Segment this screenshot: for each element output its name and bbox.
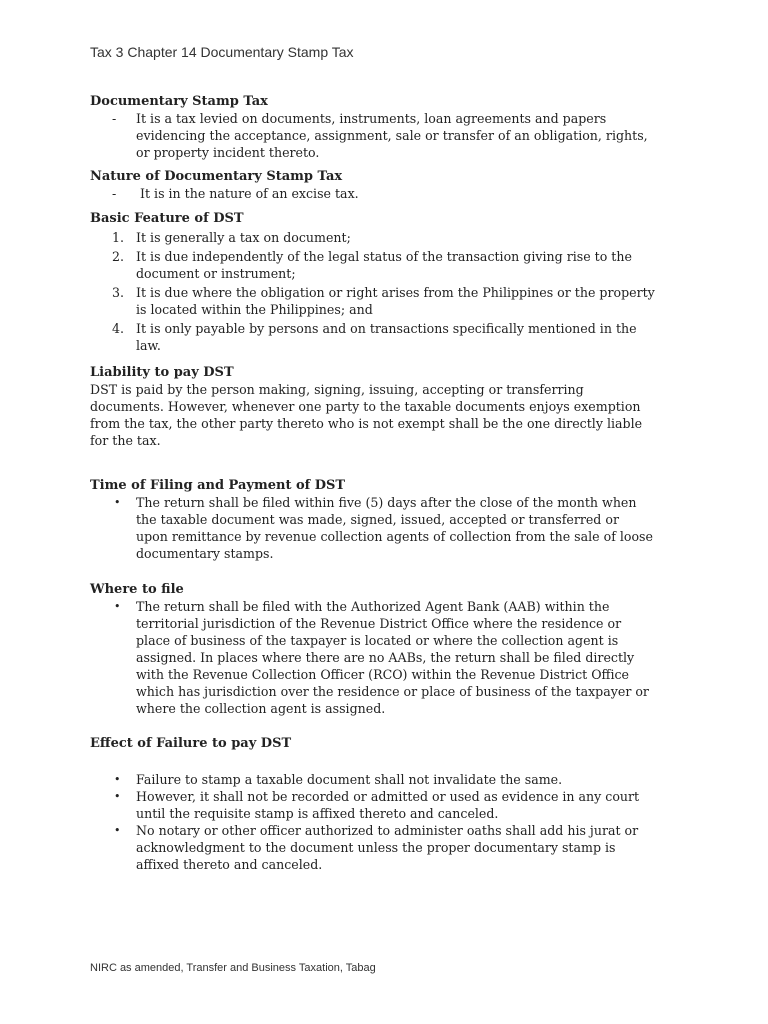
section-time-of-filing: [90, 477, 678, 562]
section-heading: Documentary Stamp Tax: [90, 94, 268, 109]
text-line: or property incident thereto.: [136, 145, 320, 160]
text-line: assigned. In places where there are no AABs, the return shall be filed directly: [136, 650, 635, 665]
text-line: is located within the Philippines; and: [136, 302, 373, 317]
list-item: [90, 185, 678, 202]
text-line: No notary or other officer authorized to administer oaths shall add his jurat or: [136, 823, 639, 838]
text-line: territorial jurisdiction of the Revenue District Office where the residence or: [136, 616, 622, 631]
text-line: place of business of the taxpayer is located or where the collection agent is: [136, 633, 619, 648]
text-line: Failure to stamp a taxable document shall not invalidate the same.: [136, 772, 563, 787]
section-heading: Liability to pay DST: [90, 365, 234, 380]
running-header: Tax 3 Chapter 14 Documentary Stamp Tax: [90, 44, 354, 60]
text-line: It is a tax levied on documents, instruments, loan agreements and papers: [136, 111, 607, 126]
text-line: for the tax.: [90, 433, 161, 448]
text-line: The return shall be filed with the Authorized Agent Bank (AAB) within the: [136, 599, 610, 614]
text-line: It is only payable by persons and on transactions specifically mentioned in the: [136, 321, 637, 336]
bullet-item: [90, 598, 678, 717]
bullet-marker: •: [114, 790, 121, 803]
section-basic-feature: [90, 210, 678, 354]
text-line: law.: [136, 338, 161, 353]
numbered-item-4: [90, 320, 678, 354]
text-line: The return shall be filed within five (5) days after the close of the month when: [136, 495, 637, 510]
section-heading: Nature of Documentary Stamp Tax: [90, 169, 343, 184]
list-item: [90, 110, 678, 161]
text-line: with the Revenue Collection Officer (RCO) within the Revenue District Office: [136, 667, 630, 682]
text-line: documents. However, whenever one party to the taxable documents enjoys exemption: [90, 399, 641, 414]
dash-marker: -: [112, 186, 117, 201]
text-line: where the collection agent is assigned.: [136, 701, 386, 716]
text-line: DST is paid by the person making, signing, issuing, accepting or transferring: [90, 382, 584, 397]
paragraph: [90, 381, 678, 449]
bullet-item: [90, 771, 678, 788]
dash-marker: -: [112, 111, 117, 126]
bullet-marker: •: [114, 824, 121, 837]
text-line: until the requisite stamp is affixed thereto and canceled.: [136, 806, 499, 821]
text-line: documentary stamps.: [136, 546, 274, 561]
text-line: document or instrument;: [136, 266, 296, 281]
bullet-marker: •: [114, 773, 121, 786]
section-where-to-file: [90, 581, 678, 717]
section-documentary-stamp-tax: [90, 93, 678, 161]
section-heading: Effect of Failure to pay DST: [90, 736, 292, 751]
section-heading: Where to file: [90, 582, 184, 597]
item-number: 4.: [112, 321, 125, 336]
section-liability: [90, 364, 678, 449]
bullet-marker: •: [114, 496, 121, 509]
document-body: [90, 93, 678, 873]
item-number: 1.: [112, 230, 125, 245]
bullet-marker: •: [114, 600, 121, 613]
text-line: It is generally a tax on document;: [136, 230, 351, 245]
section-heading: Basic Feature of DST: [90, 211, 244, 226]
text-line: affixed thereto and canceled.: [136, 857, 323, 872]
bullet-item: [90, 494, 678, 562]
numbered-item-2: [90, 248, 678, 282]
text-line: However, it shall not be recorded or admitted or used as evidence in any court: [136, 789, 640, 804]
item-number: 3.: [112, 285, 125, 300]
numbered-item-3: [90, 284, 678, 318]
text-line: It is due where the obligation or right arises from the Philippines or the property: [136, 285, 655, 300]
text-line: upon remittance by revenue collection agents of collection from the sale of loose: [136, 529, 653, 544]
running-footer: NIRC as amended, Transfer and Business Taxation, Tabag: [90, 962, 376, 974]
text-line: evidencing the acceptance, assignment, sale or transfer of an obligation, rights,: [136, 128, 648, 143]
text-line: which has jurisdiction over the residence or place of business of the taxpayer or: [136, 684, 649, 699]
section-nature-of-dst: [90, 168, 678, 202]
text-line: acknowledgment to the document unless the proper documentary stamp is: [136, 840, 616, 855]
text-line: the taxable document was made, signed, issued, accepted or transferred or: [136, 512, 619, 527]
text-line: It is in the nature of an excise tax.: [140, 186, 359, 201]
bullet-item: [90, 822, 678, 873]
text-line: It is due independently of the legal status of the transaction giving rise to the: [136, 249, 632, 264]
section-heading: Time of Filing and Payment of DST: [90, 478, 346, 493]
bullet-item: [90, 788, 678, 822]
item-number: 2.: [112, 249, 125, 264]
numbered-item-1: [90, 229, 678, 246]
section-effect-of-failure: [90, 735, 678, 873]
text-line: from the tax, the other party thereto who is not exempt shall be the one directly liable: [90, 416, 643, 431]
